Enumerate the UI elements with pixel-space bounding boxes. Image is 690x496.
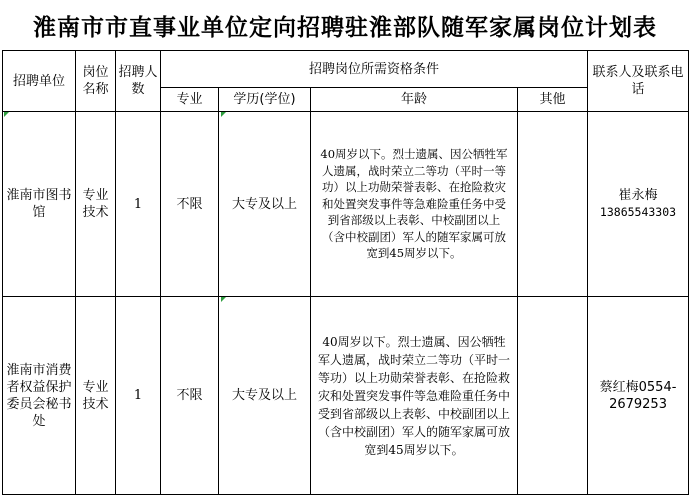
cell-comment-marker [221,112,226,117]
header-education: 学历(学位) [219,88,311,112]
contact-name: 崔永梅 [618,188,658,203]
table-row [3,297,689,495]
count-cell: 1 [116,297,161,495]
header-contact: 联系人及联系电话 [588,51,689,112]
post-name-cell: 专业技术 [76,112,116,297]
major-cell: 不限 [161,112,219,297]
count-cell: 1 [116,112,161,297]
header-count: 招聘人数 [116,51,161,112]
contact-cell: 蔡红梅0554-2679253 [588,297,689,495]
cell-comment-marker [4,112,9,117]
unit-cell: 淮南市消费者权益保护委员会秘书处 [3,297,76,495]
contact-phone: 13865543303 [599,205,677,219]
contact-cell [588,112,689,297]
header-other: 其他 [518,88,588,112]
cell-comment-marker [221,297,226,302]
document-title: 淮南市市直事业单位定向招聘驻淮部队随军家属岗位计划表 [33,14,657,41]
age-requirement-cell: 40周岁以下。烈士遗属、因公牺牲军人遗属，战时荣立二等功（平时一等功）以上功勋荣誉表彰、在抢险救灾和处置突发事件等急难险重任务中受到省部级以上表彰、中校副团以上（含中校副团）军人的随军家属可放宽到45周岁以下。 [311,297,518,495]
header-major: 专业 [161,88,219,112]
age-requirement-cell: 40周岁以下。烈士遗属、因公牺牲军人遗属，战时荣立二等功（平时一等功）以上功勋荣誉表彰、在抢险救灾和处置突发事件等急难险重任务中受到省部级以上表彰、中校副团以上（含中校副团）军人的随军家属可放宽到45周岁以下。 [311,112,518,297]
post-name-cell: 专业技术 [76,297,116,495]
education-cell: 大专及以上 [219,297,311,495]
education-cell: 大专及以上 [219,112,311,297]
header-post-name: 岗位名称 [76,51,116,112]
major-cell: 不限 [161,297,219,495]
unit-cell: 淮南市图书馆 [3,112,76,297]
header-unit: 招聘单位 [3,51,76,112]
header-age: 年龄 [311,88,518,112]
other-cell [518,112,588,297]
header-requirements: 招聘岗位所需资格条件 [161,51,588,88]
other-cell [518,297,588,495]
header-row-1 [3,51,689,88]
recruitment-plan-table [2,50,689,495]
table-row [3,112,689,297]
